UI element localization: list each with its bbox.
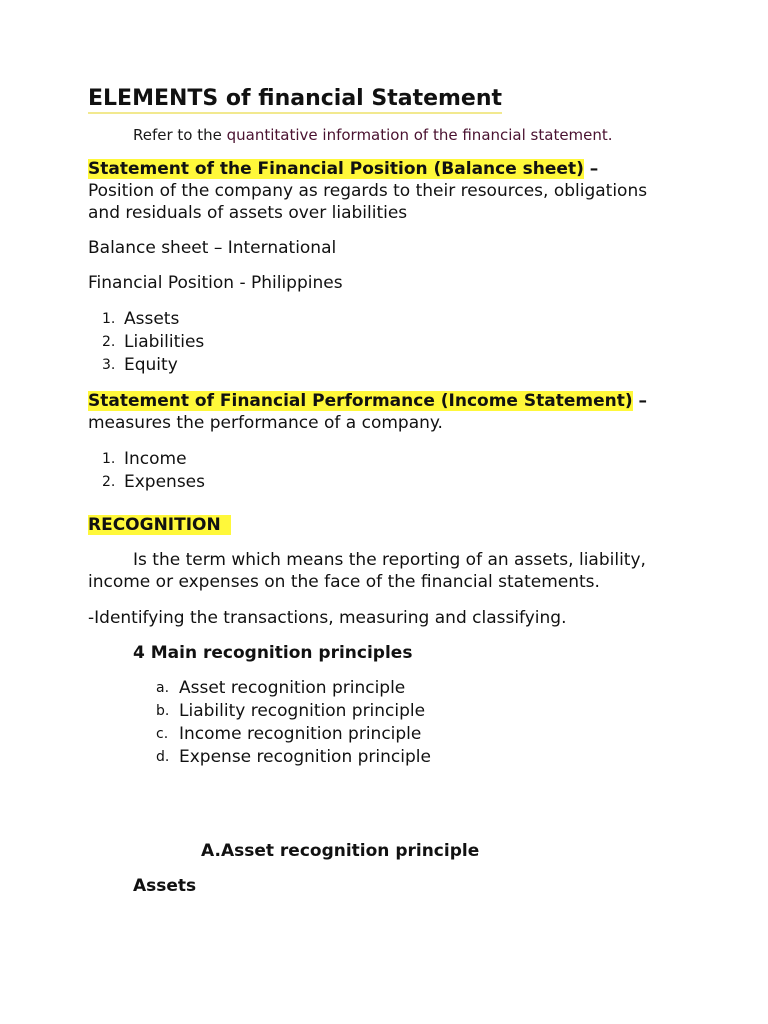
recognition-definition (88, 549, 646, 593)
balance-sheet-dash: – (583, 159, 599, 179)
section-a-title: Asset recognition principle (220, 841, 480, 861)
recognition-definition-2: income or expenses on the face of the financial statements. (88, 572, 600, 592)
assets-subheading: Assets (133, 876, 197, 896)
income-statement-dash: – (632, 391, 648, 411)
balance-sheet-description-1: Position of the company as regards to their resources, obligations (88, 181, 648, 201)
balance-sheet-section (88, 158, 647, 224)
income-statement-section (88, 390, 647, 434)
list-item: c. Income recognition principle (156, 724, 422, 744)
list-item: b. Liability recognition principle (156, 701, 426, 721)
balance-sheet-description-2: and residuals of assets over liabilities (88, 203, 408, 223)
financial-position-philippines-note: Financial Position - Philippines (88, 273, 343, 293)
intro-text (133, 126, 613, 144)
intro-prefix: Refer to the (133, 126, 227, 144)
recognition-definition-1: Is the term which means the reporting of an assets, liability, (133, 550, 646, 570)
list-item: 1. Assets (102, 309, 180, 329)
section-a-heading (201, 840, 479, 862)
list-item: 1. Income (102, 449, 187, 469)
income-statement-description: measures the performance of a company. (88, 413, 443, 433)
income-statement-elements-list (88, 448, 205, 494)
document-title: ELEMENTS of financial Statement (88, 86, 502, 114)
recognition-heading: RECOGNITION (88, 515, 231, 535)
balance-sheet-elements-list (88, 308, 204, 377)
intro-highlight: quantitative information of the financial statement. (226, 126, 613, 144)
section-a-marker: A. (201, 841, 221, 861)
list-item: a. Asset recognition principle (156, 678, 406, 698)
recognition-section-heading (88, 514, 231, 536)
list-item: 2. Expenses (102, 472, 205, 492)
recognition-note: -Identifying the transactions, measuring and classifying. (88, 608, 567, 628)
balance-sheet-heading: Statement of the Financial Position (Balance sheet) (88, 159, 584, 179)
balance-sheet-international-note: Balance sheet – International (88, 238, 337, 258)
recognition-principles-list (133, 677, 431, 769)
list-item: d. Expense recognition principle (156, 747, 431, 767)
income-statement-heading: Statement of Financial Performance (Income Statement) (88, 391, 633, 411)
list-item: 2. Liabilities (102, 332, 205, 352)
list-item: 3. Equity (102, 355, 178, 375)
recognition-principles-heading: 4 Main recognition principles (133, 643, 413, 663)
